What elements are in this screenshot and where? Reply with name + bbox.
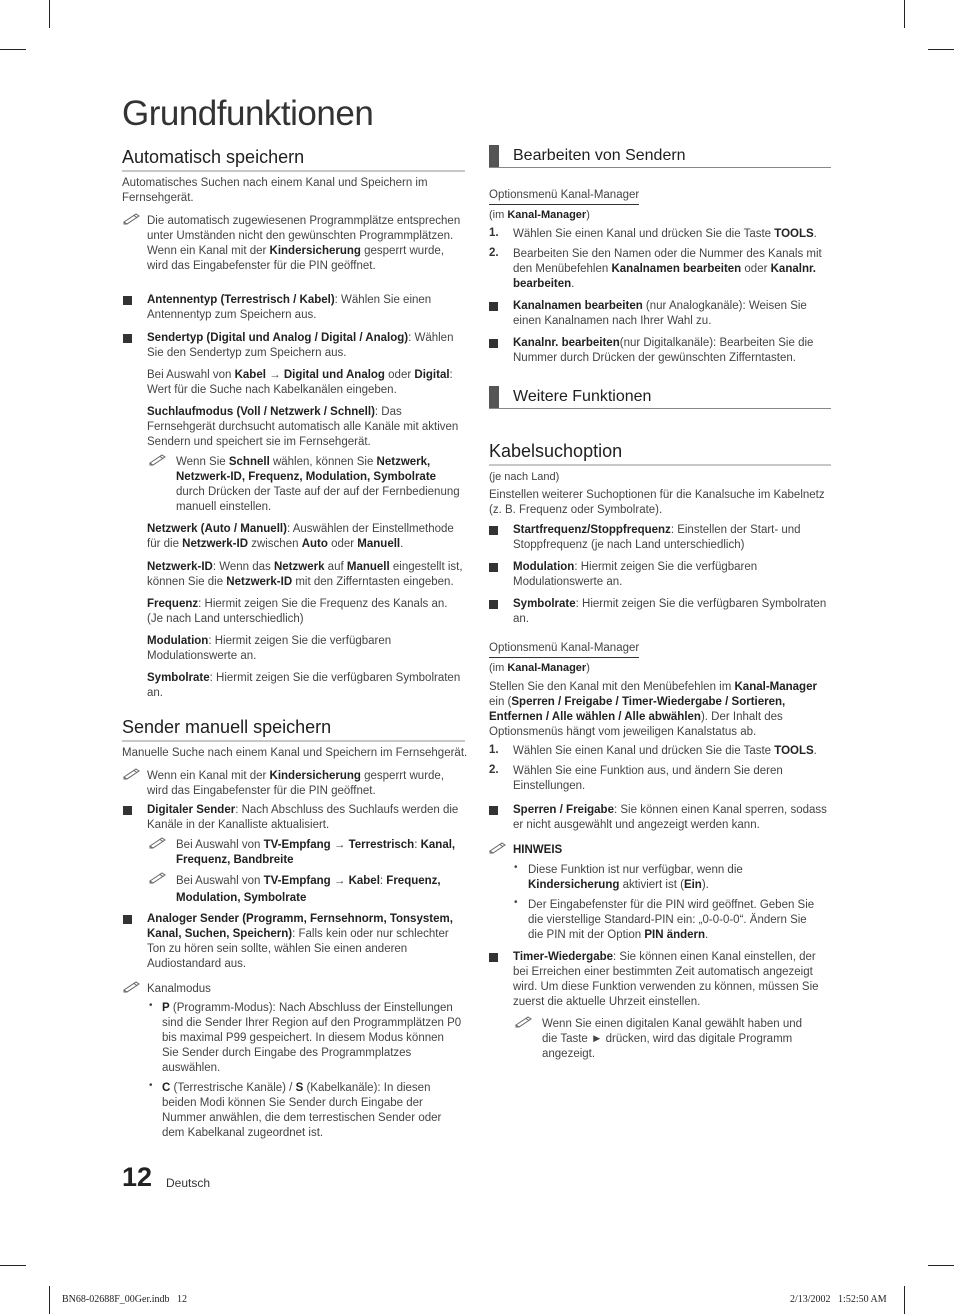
cable-timer-note: Wenn Sie einen digitalen Kanal gewählt haben und die Taste ► drücken, wird das digitale Programm angezeigt.: [542, 1018, 803, 1060]
heading-rule: [122, 740, 465, 742]
cable-timer: Timer-Wiedergabe: Sie können einen Kanal einstellen, der bei Erreichen einer bestimmten Zeit automatisch angezeigt wird. Um diese Funktion verwenden zu können, müssen Sie zuerst die aktuelle Uhrzeit einstellen.: [513, 951, 819, 1008]
edit-kanalnr: Kanalnr. bearbeiten(nur Digitalkanäle): Bearbeiten Sie die Nummer durch Drücken der gewünschten Zifferntasten.: [513, 337, 814, 364]
crop-mark: [904, 1286, 905, 1314]
edit-step-1: Wählen Sie einen Kanal und drücken Sie die Taste TOOLS.: [513, 228, 817, 240]
cable-hinweis: HINWEIS: [513, 844, 563, 856]
heading-rule: [489, 167, 831, 168]
heading-rule: [489, 464, 831, 466]
heading-bar: [489, 386, 499, 408]
manual-kanalmodus: Kanalmodus: [147, 983, 211, 995]
cable-hinweis-2: Der Eingabefenster für die PIN wird geöffnet. Geben Sie die vierstellige Standard-PIN ein: „0-0-0-0“. Ändern Sie die PIN mit der Option PIN ändern.: [528, 899, 815, 941]
auto-kabel-text: Bei Auswahl von Kabel → Digital und Analog oder Digital: Wert für die Suche nach Kabelkanälen eingeben.: [147, 369, 453, 396]
footer-file-info: BN68-02688F_00Ger.indb 12: [62, 1294, 187, 1305]
bullet-dot: •: [514, 897, 518, 908]
crop-mark: [49, 1286, 50, 1314]
cable-hinweis-1: Diese Funktion ist nur verfügbar, wenn die Kindersicherung aktiviert ist (Ein).: [528, 864, 743, 891]
edit-im-kanalmanager: (im Kanal-Manager): [489, 209, 590, 221]
step-number: 2.: [489, 764, 499, 776]
cable-item-modulation: Modulation: Hiermit zeigen Sie die verfügbaren Modulationswerte an.: [513, 561, 758, 588]
bullet-dot: •: [149, 1080, 153, 1091]
section-manual-heading: Sender manuell speichern: [122, 717, 465, 742]
manual-note: Wenn ein Kanal mit der Kindersicherung gesperrt wurde, wird das Eingabefenster für die PIN geöffnet.: [147, 770, 445, 797]
manual-intro: Manuelle Suche nach einem Kanal und Speichern im Fernsehgerät.: [122, 747, 468, 759]
auto-modulation: Modulation: Hiermit zeigen Sie die verfügbaren Modulationswerte an.: [147, 635, 392, 662]
crop-mark: [904, 0, 905, 28]
crop-mark: [0, 1265, 26, 1266]
auto-intro: Automatisches Suchen nach einem Kanal und Speichern im Fernsehgerät.: [122, 177, 428, 204]
page-number: 12: [122, 1162, 153, 1192]
edit-options-menu: Optionsmenü Kanal-Manager: [489, 188, 639, 205]
section-cable-heading: Kabelsuchoption: [489, 441, 831, 466]
footer-timestamp: 2/13/2002 1:52:50 AM: [790, 1294, 887, 1305]
manual-digital-note-1: Bei Auswahl von TV-Empfang → Terrestrisch: Kanal, Frequenz, Bandbreite: [176, 839, 456, 866]
step-number: 1.: [489, 227, 499, 239]
cable-stellen: Stellen Sie den Kanal mit den Menübefehlen im Kanal-Manager ein (Sperren / Freigabe / Timer-Wiedergabe / Sortieren, Entfernen / Alle wählen / Alle abwählen). Der Inhalt des Optionsmenüs hängt vom jeweiligen Kanalstatus ab.: [489, 681, 817, 738]
bullet-square: [489, 600, 498, 609]
manual-digital: Digitaler Sender: Nach Abschluss des Suchlaufs werden die Kanäle in der Kanalliste aktualisiert.: [147, 804, 459, 831]
bullet-square: [489, 526, 498, 535]
crop-mark: [0, 49, 26, 50]
manual-analog: Analoger Sender (Programm, Fernsehnorm, Tonsystem, Kanal, Suchen, Speichern): Falls kein oder nur schlechter Ton zu hören sein sollte, wählen Sie einen anderen Audiostandard aus.: [147, 913, 453, 970]
crop-mark: [49, 0, 50, 28]
crop-mark: [928, 1265, 954, 1266]
bullet-square: [489, 302, 498, 311]
step-number: 2.: [489, 247, 499, 259]
cable-item-startfrequenz: Startfrequenz/Stoppfrequenz: Einstellen der Start- und Stoppfrequenz (je nach Land unterschiedlich): [513, 524, 801, 551]
manual-c-mode: C (Terrestrische Kanäle) / S (Kabelkanäle): In diesen beiden Modi können Sie Sender durch Eingabe der Nummer anwählen, die dem terrestischen Sender oder dem Kabelkanal zugeordnet ist.: [162, 1082, 442, 1139]
bullet-square: [489, 953, 498, 962]
manual-digital-note-2: Bei Auswahl von TV-Empfang → Kabel: Frequenz, Modulation, Symbolrate: [176, 875, 441, 904]
bullet-square: [489, 806, 498, 815]
heading-bar: [489, 145, 499, 167]
bullet-square: [123, 296, 132, 305]
auto-symbolrate: Symbolrate: Hiermit zeigen Sie die verfügbaren Symbolraten an.: [147, 672, 461, 699]
bullet-dot: •: [149, 1000, 153, 1011]
section-edit-heading: Bearbeiten von Sendern: [489, 145, 831, 168]
auto-item-sendertyp: Sendertyp (Digital und Analog / Digital / Analog): Wählen Sie den Sendertyp zum Speichern aus.: [147, 332, 454, 359]
bullet-square: [123, 915, 132, 924]
auto-suchlaufmodus: Suchlaufmodus (Voll / Netzwerk / Schnell): Das Fernsehgerät durchsucht automatisch alle Kanäle mit aktiven Sendern und speichert sie im Fernsehgerät.: [147, 406, 459, 448]
auto-netzwerk-id: Netzwerk-ID: Wenn das Netzwerk auf Manuell eingestellt ist, können Sie die Netzwerk-ID mit den Zifferntasten eingeben.: [147, 561, 463, 588]
edit-kanalnamen: Kanalnamen bearbeiten (nur Analogkanäle): Weisen Sie einen Kanalnamen nach Ihrer Wahl zu.: [513, 300, 807, 327]
cable-step-1: Wählen Sie einen Kanal und drücken Sie die Taste TOOLS.: [513, 745, 817, 757]
note-icon: [149, 836, 167, 849]
note-icon: [123, 980, 141, 993]
auto-note-1: Die automatisch zugewiesenen Programmplätze entsprechen unter Umständen nicht den gewünschten Programmplätzen. Wenn ein Kanal mit der Kindersicherung gesperrt wurde, wird das Eingabefenster für die PIN geöffnet.: [147, 215, 461, 272]
cable-step-2: Wählen Sie eine Funktion aus, und ändern Sie deren Einstellungen.: [513, 765, 783, 792]
cable-country: (je nach Land): [489, 471, 560, 483]
note-icon: [149, 871, 167, 884]
cable-im-kanalmanager: (im Kanal-Manager): [489, 662, 590, 674]
auto-note-2: Wenn Sie Schnell wählen, können Sie Netzwerk, Netzwerk-ID, Frequenz, Modulation, Symbolrate durch Drücken der Taste auf der auf der Fernbedienung manuell einstellen.: [176, 456, 460, 513]
auto-frequenz: Frequenz: Hiermit zeigen Sie die Frequenz des Kanals an. (Je nach Land unterschiedlich): [147, 598, 448, 625]
section-further-heading: Weitere Funktionen: [489, 386, 831, 409]
page-language: Deutsch: [166, 1176, 211, 1190]
note-icon: [123, 767, 141, 780]
cable-item-symbolrate: Symbolrate: Hiermit zeigen Sie die verfügbaren Symbolraten an.: [513, 598, 827, 625]
step-number: 1.: [489, 744, 499, 756]
note-icon: [489, 841, 507, 854]
note-icon: [123, 212, 141, 225]
edit-step-2: Bearbeiten Sie den Namen oder die Nummer des Kanals mit den Menübefehlen Kanalnamen bearbeiten oder Kanalnr. bearbeiten.: [513, 248, 822, 290]
section-auto-heading: Automatisch speichern: [122, 147, 465, 172]
heading-rule: [122, 170, 465, 172]
bullet-square: [489, 563, 498, 572]
note-icon: [515, 1015, 533, 1028]
crop-mark: [928, 49, 954, 50]
heading-rule: [489, 408, 831, 409]
note-icon: [149, 453, 167, 466]
page-title: Grundfunktionen: [122, 94, 374, 133]
cable-intro: Einstellen weiterer Suchoptionen für die Kanalsuche im Kabelnetz (z. B. Frequenz oder Symbolrate).: [489, 489, 825, 516]
cable-sperren: Sperren / Freigabe: Sie können einen Kanal sperren, sodass er nicht ausgewählt und angezeigt werden kann.: [513, 804, 827, 831]
auto-item-antennentyp: Antennentyp (Terrestrisch / Kabel): Wählen Sie einen Antennentyp zum Speichern aus.: [147, 294, 432, 321]
bullet-dot: •: [514, 862, 518, 873]
bullet-square: [489, 339, 498, 348]
bullet-square: [123, 806, 132, 815]
cable-options-menu: Optionsmenü Kanal-Manager: [489, 641, 639, 658]
auto-netzwerk: Netzwerk (Auto / Manuell): Auswählen der Einstellmethode für die Netzwerk-ID zwischen Auto oder Manuell.: [147, 523, 454, 550]
bullet-square: [123, 334, 132, 343]
manual-p-mode: P (Programm-Modus): Nach Abschluss der Einstellungen sind die Sender Ihrer Region auf den Programmplätzen P0 bis maximal P99 gespeichert. In diesem Modus können Sie Sender durch Eingabe des Programmplatzes auswählen.: [162, 1002, 462, 1074]
